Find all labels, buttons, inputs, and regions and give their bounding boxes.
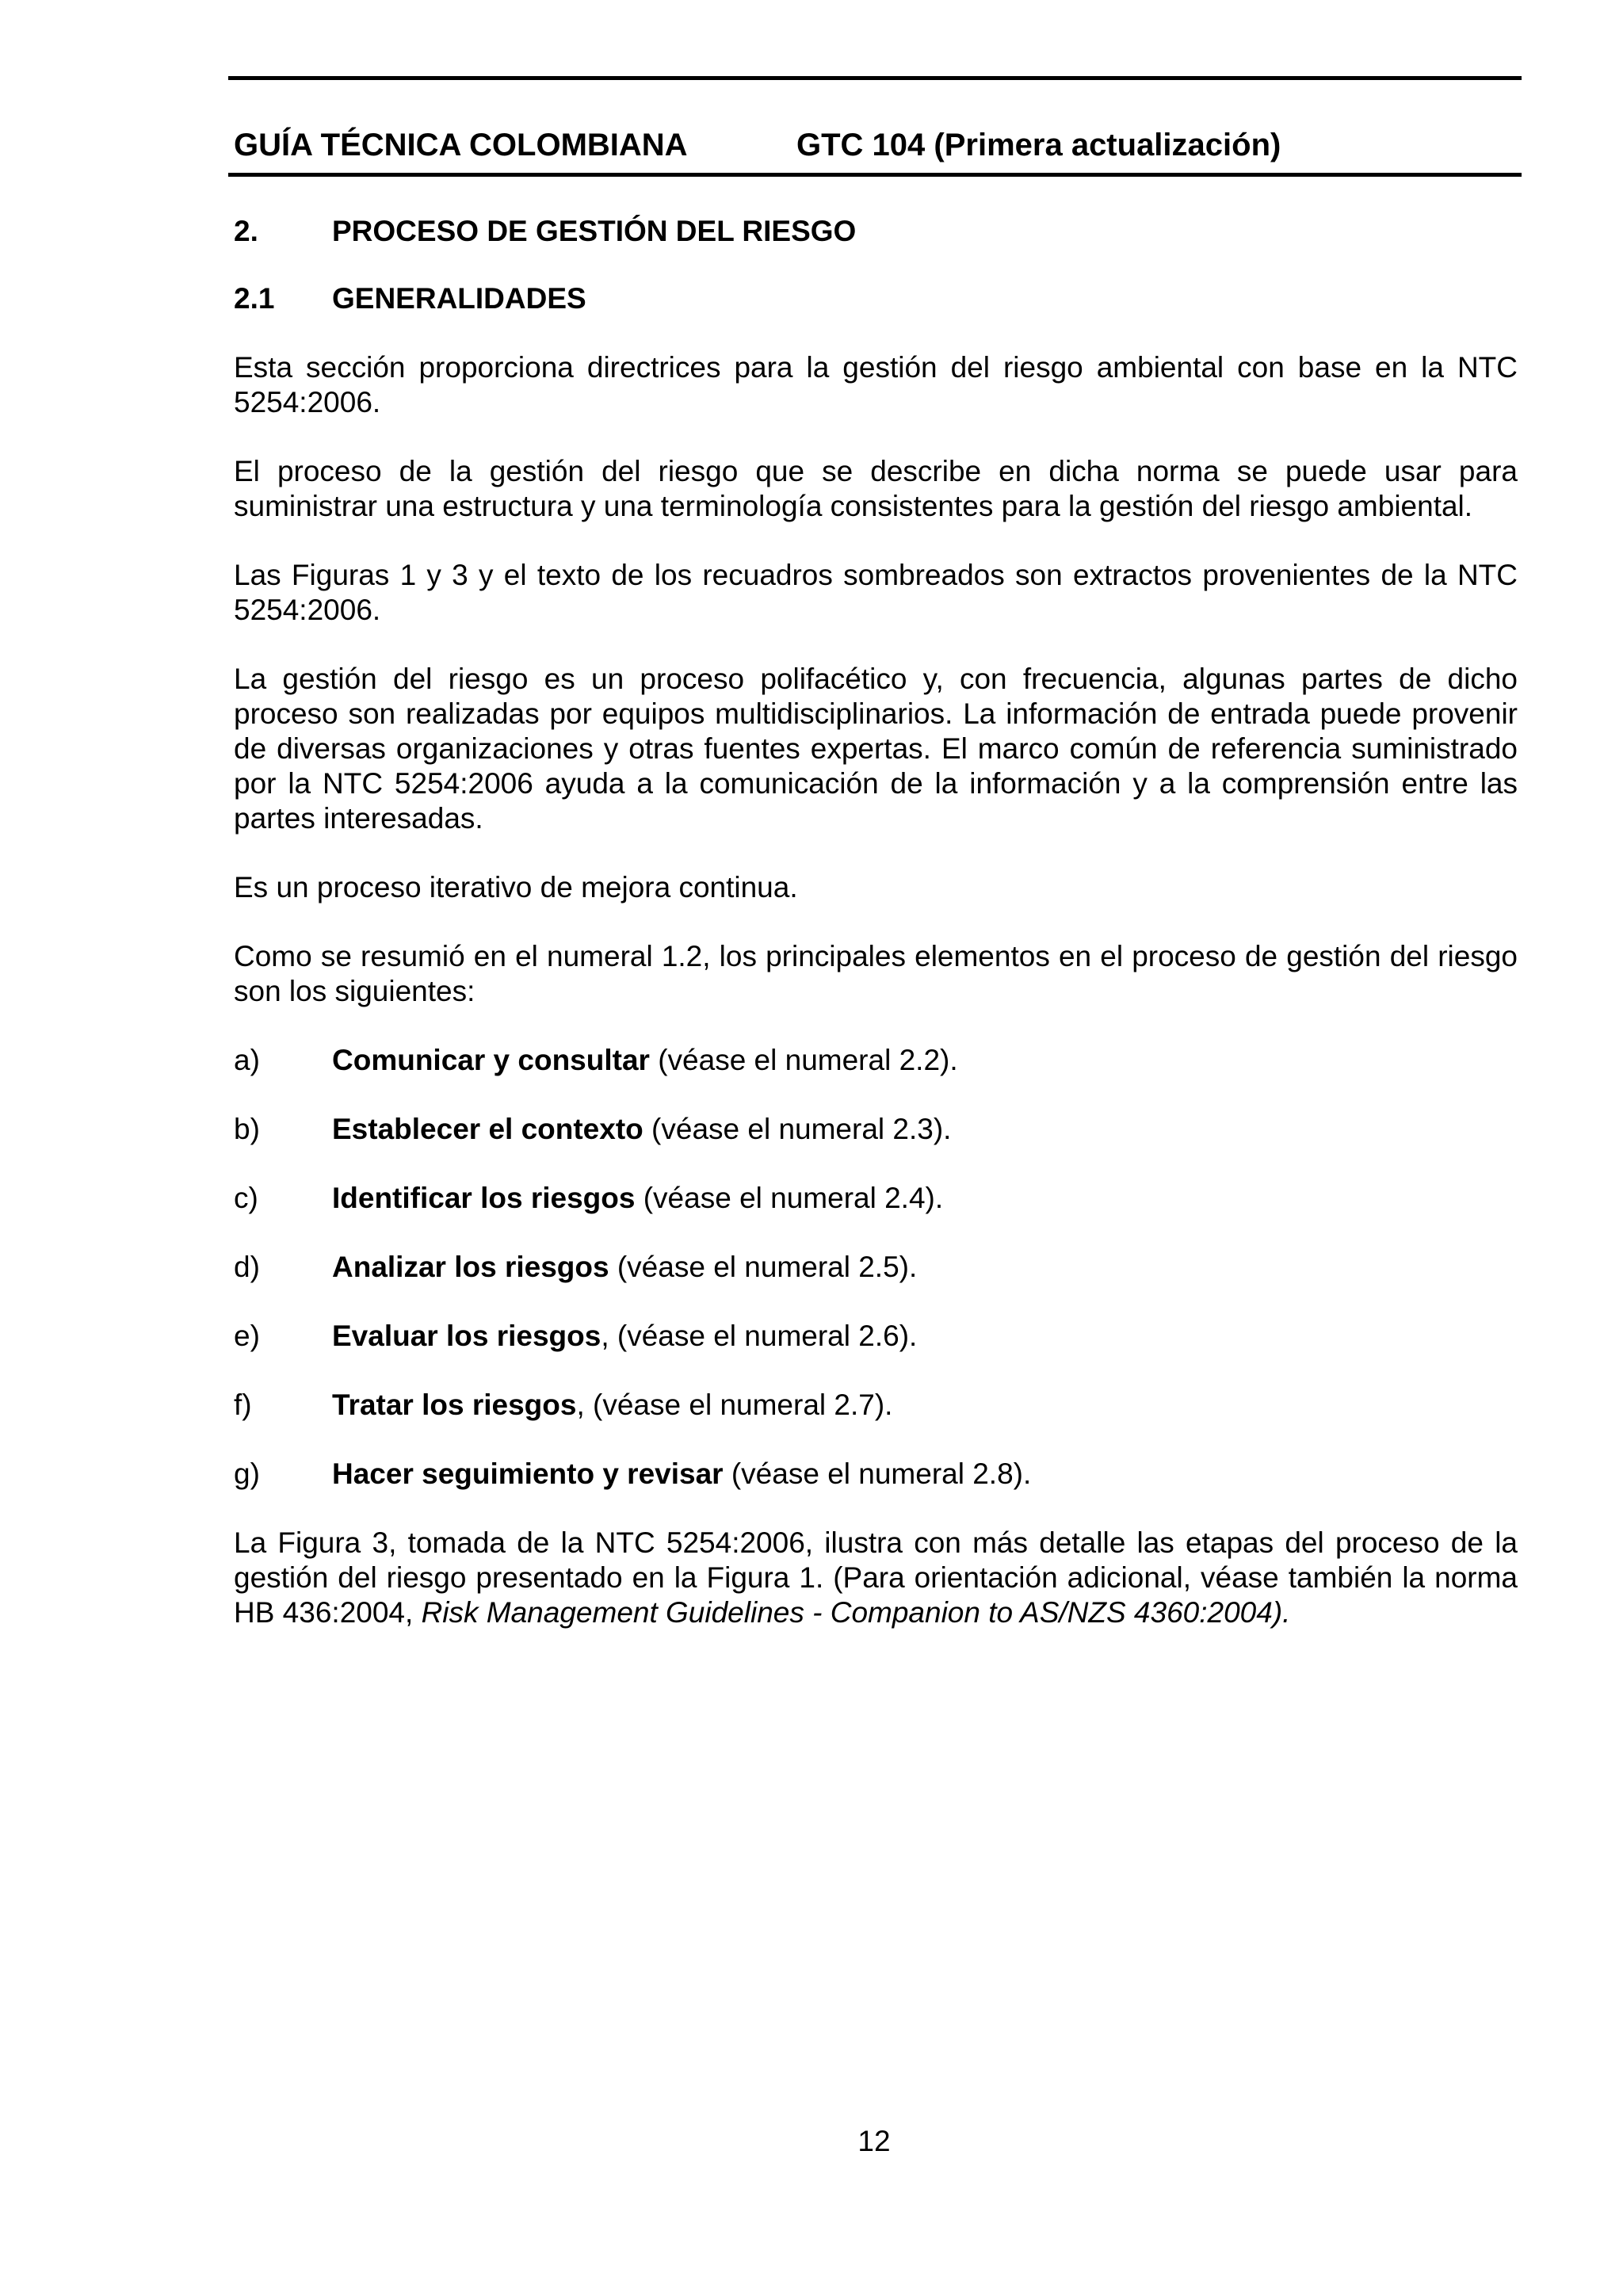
list-item-rest: (véase el numeral 2.3).: [643, 1113, 952, 1145]
list-item-label: g): [234, 1457, 260, 1490]
paragraph: Esta sección proporciona directrices para la gestión del riesgo ambiental con base en la NTC 5254:2006.: [234, 351, 1518, 418]
list-item-text: [332, 1457, 1031, 1492]
list-item-text: [332, 1319, 917, 1354]
list-item-bold: Analizar los riesgos: [332, 1251, 609, 1283]
paragraph: Como se resumió en el numeral 1.2, los principales elementos en el proceso de gestión del riesgo son los siguientes:: [234, 940, 1518, 1007]
list-item: [234, 1457, 1518, 1492]
paragraph: Las Figuras 1 y 3 y el texto de los recuadros sombreados son extractos provenientes de la NTC 5254:2006.: [234, 559, 1518, 626]
list-item-label: c): [234, 1182, 258, 1214]
header-standard-code: GTC 104 (Primera actualización): [796, 128, 1281, 162]
list-item-bold: Tratar los riesgos: [332, 1389, 577, 1421]
paragraph: La gestión del riesgo es un proceso polifacético y, con frecuencia, algunas partes de dicho proceso son realizadas por equipos multidisciplinarios. La información de entrada puede provenir de diversas organizaciones y otras fuentes expertas. El marco común de referencia suministrado por la NTC 5254:2006 ayuda a la comunicación de la información y a la comprensión entre las partes interesadas.: [234, 663, 1518, 835]
page-content: [234, 214, 1518, 1664]
list-item-text: [332, 1250, 917, 1285]
header-top-rule: [228, 76, 1522, 80]
list-item-text: [332, 1112, 951, 1147]
list-item-bold: Evaluar los riesgos: [332, 1320, 601, 1352]
list-item-text: [332, 1181, 943, 1216]
section-number: 2.: [234, 215, 258, 247]
risk-process-elements-list: [234, 1043, 1518, 1492]
list-item-rest: , (véase el numeral 2.6).: [601, 1320, 918, 1352]
final-paragraph: [234, 1526, 1518, 1630]
list-item-rest: (véase el numeral 2.8).: [723, 1457, 1032, 1490]
header-guide-title: GUÍA TÉCNICA COLOMBIANA: [234, 128, 688, 162]
list-item-rest: (véase el numeral 2.5).: [609, 1251, 918, 1283]
list-item-label: d): [234, 1251, 260, 1283]
list-item-bold: Hacer seguimiento y revisar: [332, 1457, 724, 1490]
list-item: [234, 1043, 1518, 1078]
section-heading: [234, 214, 1518, 249]
list-item: [234, 1250, 1518, 1285]
final-paragraph-text: La Figura 3, tomada de la NTC 5254:2006, ilustra con más detalle las etapas del proceso de la gestión del riesgo presentado en la Figura 1. (Para orientación adicional, véase también la norma HB 436:2004,: [234, 1526, 1518, 1629]
list-item-bold: Establecer el contexto: [332, 1113, 643, 1145]
list-item-label: f): [234, 1389, 252, 1421]
list-item-label: a): [234, 1044, 260, 1076]
subsection-title: GENERALIDADES: [332, 282, 586, 315]
paragraph: Es un proceso iterativo de mejora continua.: [234, 871, 798, 904]
reference-title-italic: Risk Management Guidelines - Companion to AS/NZS 4360:2004).: [421, 1596, 1291, 1629]
list-item-bold: Comunicar y consultar: [332, 1044, 650, 1076]
list-item-bold: Identificar los riesgos: [332, 1182, 636, 1214]
subsection-number: 2.1: [234, 282, 275, 315]
header-bottom-rule: [228, 173, 1522, 177]
list-item: [234, 1112, 1518, 1147]
list-item-rest: (véase el numeral 2.2).: [649, 1044, 958, 1076]
page-number: 12: [857, 2125, 891, 2157]
paragraph: El proceso de la gestión del riesgo que se describe en dicha norma se puede usar para suministrar una estructura y una terminología consistentes para la gestión del riesgo ambiental.: [234, 455, 1518, 522]
list-item-label: e): [234, 1320, 260, 1352]
list-item: [234, 1319, 1518, 1354]
list-item-rest: (véase el numeral 2.4).: [635, 1182, 944, 1214]
subsection-heading: [234, 281, 1518, 316]
list-item-label: b): [234, 1113, 260, 1145]
list-item-text: [332, 1043, 958, 1078]
list-item: [234, 1388, 1518, 1423]
list-item: [234, 1181, 1518, 1216]
list-item-rest: , (véase el numeral 2.7).: [576, 1389, 893, 1421]
list-item-text: [332, 1388, 892, 1423]
section-title: PROCESO DE GESTIÓN DEL RIESGO: [332, 215, 857, 247]
